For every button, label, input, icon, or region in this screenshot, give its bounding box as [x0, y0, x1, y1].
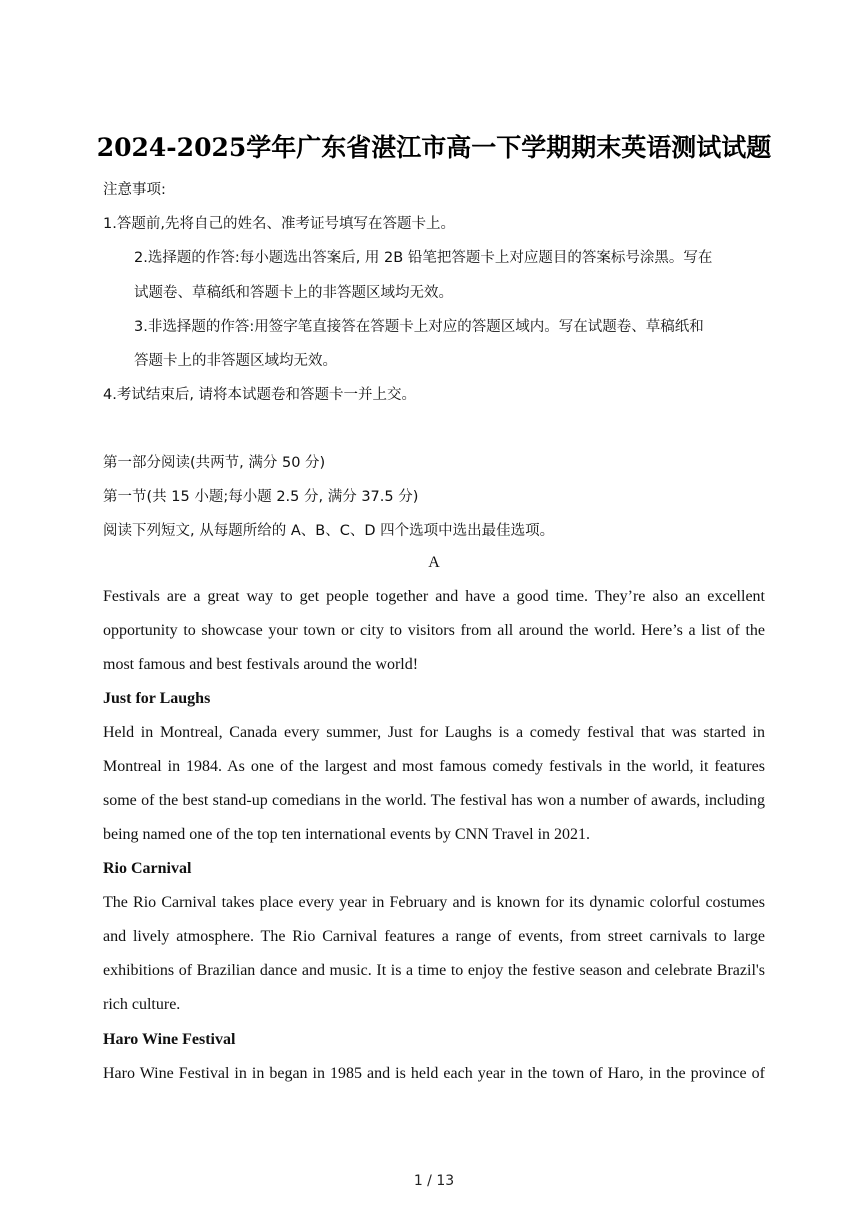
- passage-line: exhibitions of Brazilian dance and music. It is a time to enjoy the festive season and celebrate Brazil's: [103, 962, 765, 979]
- passage-line: rich culture.: [103, 996, 181, 1013]
- section-heading-haro-wine-festival: Haro Wine Festival: [103, 1031, 236, 1048]
- passage-label: A: [428, 554, 440, 571]
- passage-intro-line: Festivals are a great way to get people together and have a good time. They’re also an excellent: [103, 588, 765, 605]
- passage-line: some of the best stand-up comedians in the world. The festival has won a number of awards, including: [103, 792, 765, 809]
- passage-intro: [103, 580, 765, 682]
- exam-title: 2024-2025学年广东省湛江市高一下学期期末英语测试试题: [96, 133, 772, 162]
- notice-item-2: 2.选择题的作答:每小题选出答案后, 用 2B 铅笔把答题卡上对应题目的答案标号涂黑。写在: [134, 250, 713, 266]
- notice-item-3-cont: 答题卡上的非答题区域均无效。: [134, 353, 337, 369]
- passage-line: The Rio Carnival takes place every year in February and is known for its dynamic colorful costumes: [103, 894, 765, 911]
- part-title: 第一部分阅读(共两节, 满分 50 分): [103, 455, 326, 471]
- section-body-rio-carnival: [103, 886, 765, 1022]
- passage-line: Haro Wine Festival in in began in 1985 and is held each year in the town of Haro, in the province of: [103, 1065, 765, 1082]
- notice-item-1: 1.答题前,先将自己的姓名、准考证号填写在答题卡上。: [103, 216, 455, 232]
- section-heading-rio-carnival: Rio Carnival: [103, 860, 192, 877]
- passage-line: Montreal in 1984. As one of the largest and most famous comedy festivals in the world, it features: [103, 758, 765, 775]
- passage-line: and lively atmosphere. The Rio Carnival features a range of events, from street carnivals to large: [103, 928, 765, 945]
- passage-line: Held in Montreal, Canada every summer, Just for Laughs is a comedy festival that was started in: [103, 724, 765, 741]
- page-indicator: 1 / 13: [413, 1173, 455, 1189]
- passage-intro-line: opportunity to showcase your town or city to visitors from all around the world. Here’s a list of the: [103, 622, 765, 639]
- passage-line: being named one of the top ten international events by CNN Travel in 2021.: [103, 826, 591, 843]
- section-title: 第一节(共 15 小题;每小题 2.5 分, 满分 37.5 分): [103, 489, 419, 505]
- notice-item-3: 3.非选择题的作答:用签字笔直接答在答题卡上对应的答题区域内。写在试题卷、草稿纸和: [134, 319, 704, 335]
- notice-item-4: 4.考试结束后, 请将本试题卷和答题卡一并上交。: [103, 387, 417, 403]
- section-body-just-for-laughs: [103, 716, 765, 852]
- notice-heading: 注意事项:: [103, 182, 166, 198]
- notice-item-2-cont: 试题卷、草稿纸和答题卡上的非答题区域均无效。: [134, 285, 453, 301]
- passage-intro-line: most famous and best festivals around the world!: [103, 656, 419, 673]
- section-heading-just-for-laughs: Just for Laughs: [103, 690, 211, 707]
- section-body-haro-wine-festival: [103, 1057, 765, 1091]
- reading-instruction: 阅读下列短文, 从每题所给的 A、B、C、D 四个选项中选出最佳选项。: [103, 523, 555, 539]
